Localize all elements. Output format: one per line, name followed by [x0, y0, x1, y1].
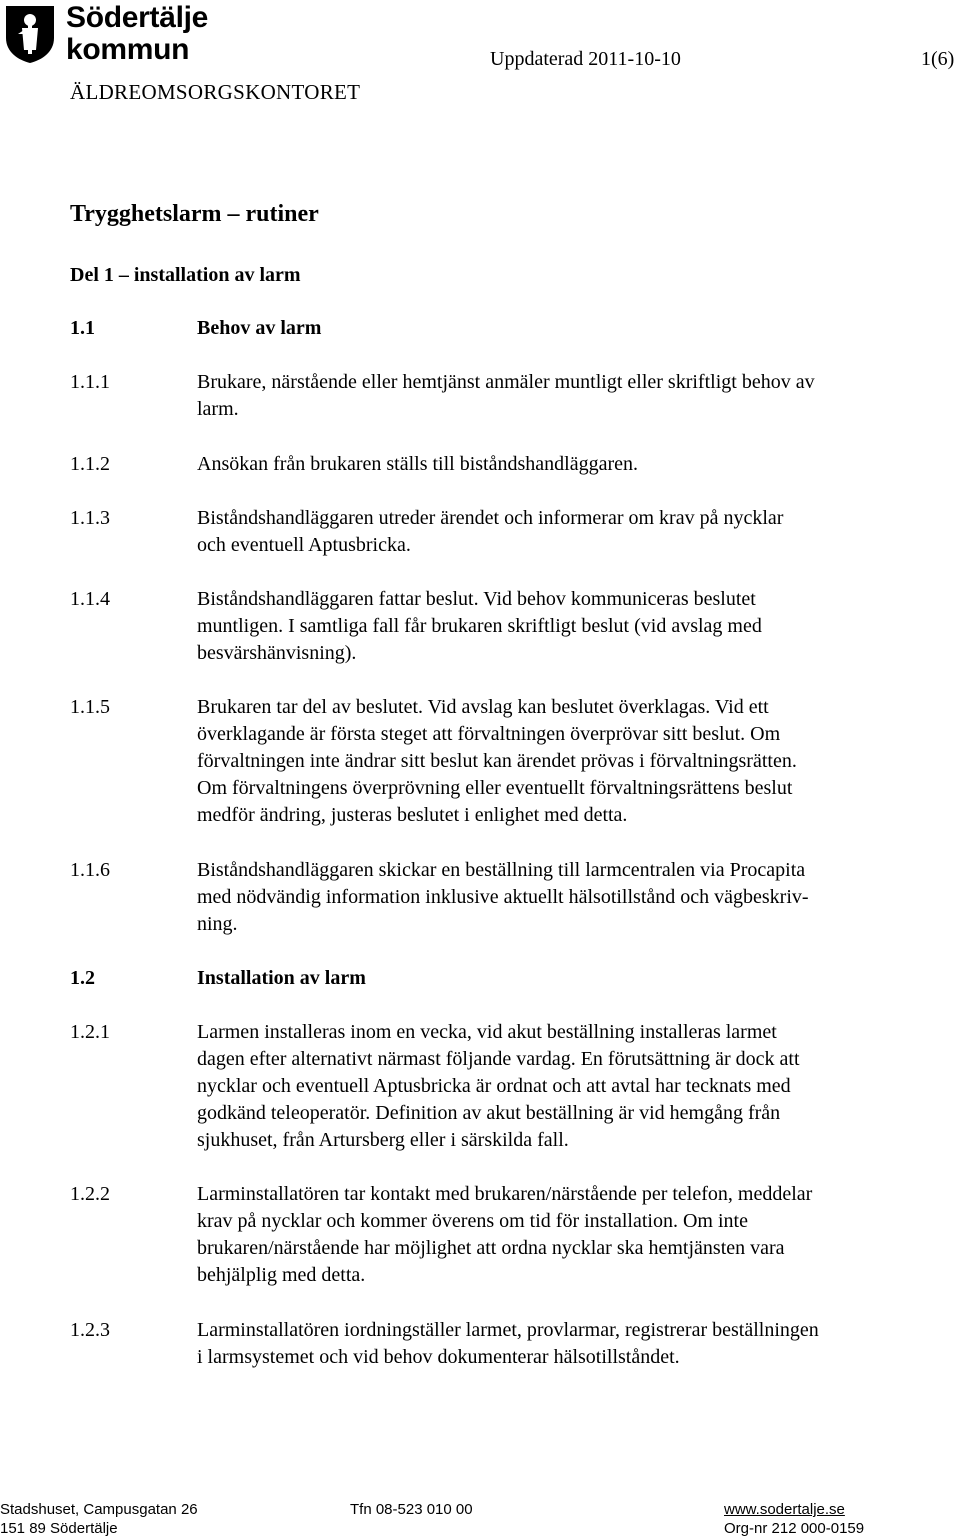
- section-text: Behov av larm: [197, 317, 322, 339]
- brand-line-1: Södertälje: [66, 1, 209, 34]
- item-number: 1.1.3: [70, 507, 110, 529]
- coat-of-arms-icon: [4, 4, 56, 64]
- footer-address: Stadshuset, Campusgatan 26: [0, 1501, 198, 1518]
- section-heading: [70, 315, 940, 342]
- list-item: [70, 1181, 940, 1289]
- page-number: 1(6): [921, 48, 955, 70]
- brand-line-2: kommun: [66, 33, 190, 66]
- section-number: 1.1: [70, 317, 95, 339]
- municipality-logo: [4, 2, 244, 66]
- list-item: [70, 1317, 940, 1371]
- item-number: 1.2.3: [70, 1319, 110, 1341]
- document-part-heading: Del 1 – installation av larm: [70, 264, 301, 286]
- list-item: [70, 694, 940, 829]
- footer-phone: Tfn 08-523 010 00: [350, 1501, 473, 1518]
- item-number: 1.1.4: [70, 588, 110, 610]
- footer-org-nr: Org-nr 212 000-0159: [724, 1520, 865, 1537]
- item-number: 1.1.6: [70, 859, 110, 881]
- department-name: ÄLDREOMSORGSKONTORET: [70, 80, 361, 104]
- item-number: 1.1.1: [70, 371, 110, 393]
- list-item: [70, 451, 940, 478]
- list-item: [70, 586, 940, 667]
- item-number: 1.2.2: [70, 1183, 110, 1205]
- section-text: Installation av larm: [197, 967, 366, 989]
- document-title: Trygghetslarm – rutiner: [70, 201, 319, 227]
- updated-date: Uppdaterad 2011-10-10: [490, 48, 681, 70]
- item-text: Biståndshandläggaren skickar en beställning till larmcentralen via Procapita med nödvändig information inklusive aktuellt hälsotillstånd och vägbeskriv- ning.: [197, 859, 809, 935]
- item-text: Ansökan från brukaren ställs till biståndshandläggaren.: [197, 453, 638, 475]
- section-number: 1.2: [70, 967, 95, 989]
- item-text: Biståndshandläggaren fattar beslut. Vid behov kommuniceras beslutet muntligen. I samtliga fall får brukaren skriftligt beslut (vid avslag med besvärshänvisning).: [197, 588, 762, 664]
- list-item: [70, 1019, 940, 1154]
- footer-postal: 151 89 Södertälje: [0, 1520, 118, 1537]
- website-link[interactable]: www.sodertalje.se: [724, 1501, 845, 1518]
- item-text: Larminstallatören tar kontakt med brukaren/närstående per telefon, meddelar krav på nycklar och kommer överens om tid för installation. Om inte brukaren/närstående har möjlighet att ordna nycklar ska hemtjänsten vara behjälplig med detta.: [197, 1183, 813, 1286]
- item-text: Brukaren tar del av beslutet. Vid avslag kan beslutet överklagas. Vid ett överklagande är första steget att förvaltningen överprövar sitt beslut. Om förvaltningen inte ändrar sitt beslut kan ärendet prövas i förvaltningsrätten. Om förvaltningens överprövning eller eventuellt förvaltningsrättens beslut medför ändring, justeras beslutet i enlighet med detta.: [197, 696, 797, 826]
- item-number: 1.1.2: [70, 453, 110, 475]
- list-item: [70, 369, 940, 423]
- item-text: Brukare, närstående eller hemtjänst anmäler muntligt eller skriftligt behov av larm.: [197, 371, 815, 420]
- list-item: [70, 857, 940, 938]
- item-number: 1.2.1: [70, 1021, 110, 1043]
- list-item: [70, 505, 940, 559]
- item-text: Larmen installeras inom en vecka, vid akut beställning installeras larmet dagen efter alternativt närmast följande vardag. En förutsättning är dock att nycklar och eventuell Aptusbricka är ordnat och att avtal har tecknats med godkänd teleoperatör. Definition av akut beställning är vid hemgång från sjukhuset, från Artursberg eller i särskilda fall.: [197, 1021, 800, 1151]
- item-text: Larminstallatören iordningställer larmet, provlarmar, registrerar beställningen i larmsystemet och vid behov dokumenterar hälsotillståndet.: [197, 1319, 819, 1368]
- item-text: Biståndshandläggaren utreder ärendet och informerar om krav på nycklar och eventuell Aptusbricka.: [197, 507, 784, 556]
- section-heading: [70, 965, 940, 992]
- item-number: 1.1.5: [70, 696, 110, 718]
